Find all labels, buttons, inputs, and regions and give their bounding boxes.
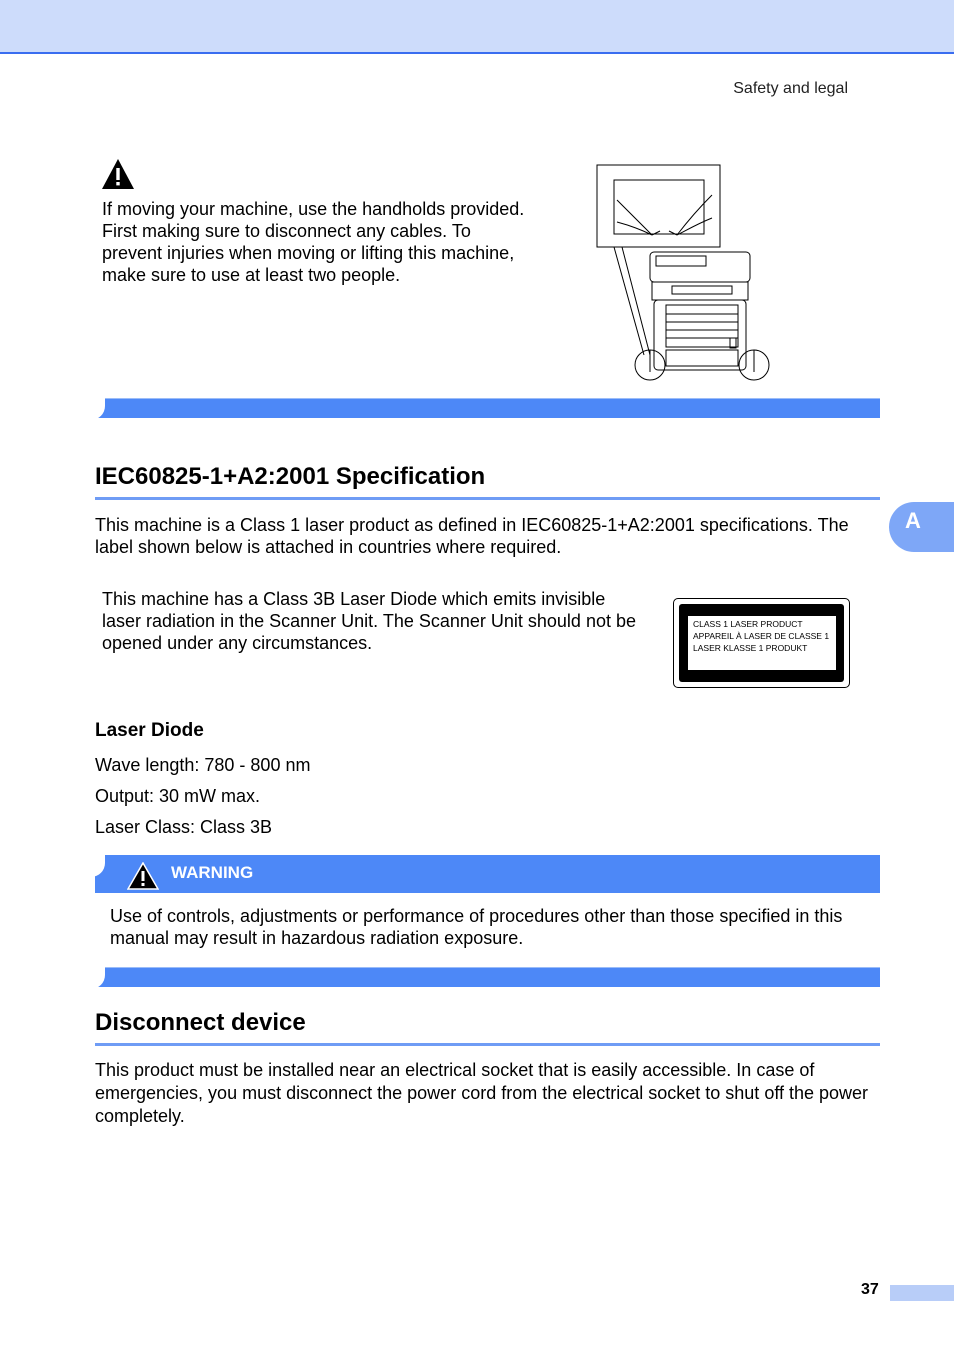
laser-diode-note: This machine has a Class 3B Laser Diode which emits invisible laser radiation in the Scanner Unit. The Scanner Unit should not be opened under any circumstances. bbox=[102, 589, 636, 653]
caution-triangle-icon bbox=[101, 157, 135, 191]
output-spec: Output: 30 mW max. bbox=[95, 786, 261, 806]
page-number: 37 bbox=[861, 1281, 879, 1298]
wavelength-spec: Wave length: 780 - 800 nm bbox=[95, 755, 311, 775]
laser-label-line: LASER KLASSE 1 PRODUKT bbox=[693, 643, 808, 653]
warning-triangle-icon bbox=[127, 862, 159, 890]
section-title: Safety and legal bbox=[733, 80, 848, 97]
caution-text: If moving your machine, use the handholds provided. First making sure to disconnect any cables. To prevent injuries when moving or lifting this machine, make sure to use at least two people. bbox=[102, 199, 525, 285]
disconnect-text: This product must be installed near an electrical socket that is easily accessible. In case of emergencies, you must disconnect the power cord from the electrical socket to shut off the power completely. bbox=[95, 1060, 869, 1126]
appendix-tab-letter: A bbox=[905, 508, 921, 533]
section-divider bbox=[95, 967, 880, 987]
heading-underline bbox=[95, 1043, 880, 1046]
section-heading-iec: IEC60825-1+A2:2001 Specification bbox=[95, 463, 486, 490]
iec-intro-text: This machine is a Class 1 laser product as defined in IEC60825-1+A2:2001 specifications. The label shown below is attached in countries where required. bbox=[95, 515, 849, 557]
section-divider bbox=[95, 398, 880, 418]
heading-underline bbox=[95, 497, 880, 500]
laser-label-line: CLASS 1 LASER PRODUCT bbox=[693, 619, 803, 629]
page-number-tab bbox=[890, 1285, 954, 1301]
laser-class-spec: Laser Class: Class 3B bbox=[95, 817, 273, 837]
header-band bbox=[0, 0, 954, 54]
warning-title: WARNING bbox=[171, 863, 254, 882]
appendix-tab bbox=[889, 502, 954, 552]
section-heading-disconnect: Disconnect device bbox=[95, 1009, 306, 1036]
laser-diode-heading: Laser Diode bbox=[95, 720, 204, 741]
laser-label-line: APPAREIL À LASER DE CLASSE 1 bbox=[693, 631, 830, 641]
warning-text: Use of controls, adjustments or performance of procedures other than those specified in this manual may result in hazardous radiation exposure. bbox=[110, 906, 843, 948]
machine-lifting-illustration bbox=[592, 160, 777, 385]
